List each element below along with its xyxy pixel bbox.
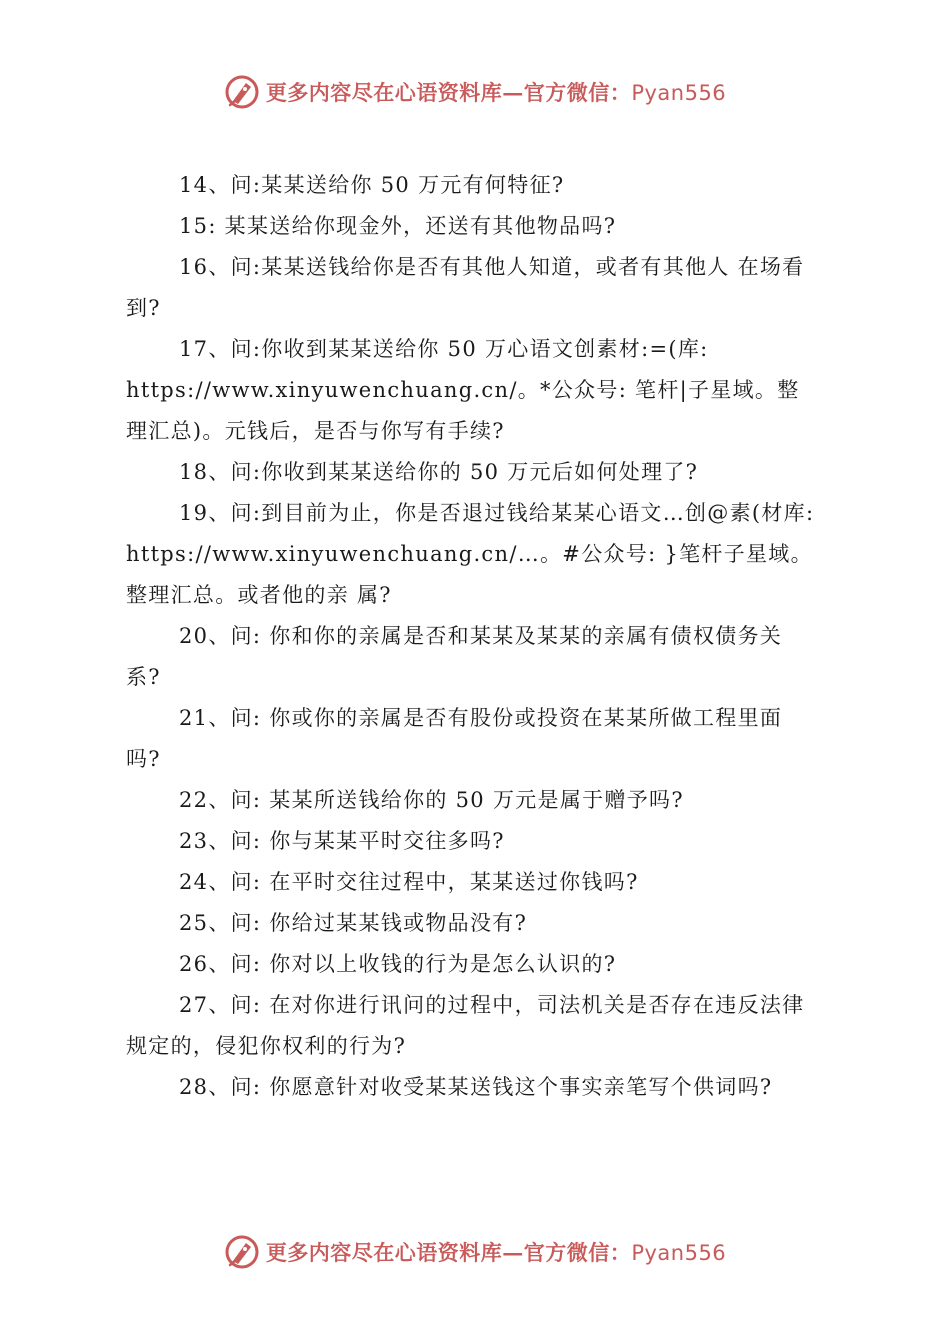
question-17: 17、问:你收到某某送给你 50 万心语文创素材:=(库: https://www.xinyuwenchuang.cn/。*公众号: 笔杆|子星域。整理汇总)。元钱后，是否与你写有手续? (126, 337, 800, 443)
question-18: 18、问:你收到某某送给你的 50 万元后如何处理了? (179, 460, 699, 484)
header-banner (0, 72, 950, 112)
question-22: 22、问: 某某所送钱给你的 50 万元是属于赠予吗? (179, 788, 684, 812)
footer-banner-text: 更多内容尽在心语资料库—官方微信：Pyan556 (265, 1240, 727, 1265)
header-account: Pyan556 (631, 81, 727, 105)
question-15: 15: 某某送给你现金外，还送有其他物品吗? (179, 214, 617, 238)
footer-banner (0, 1232, 950, 1272)
pen-nib-circle-logo-icon (224, 74, 260, 110)
question-23: 23、问: 你与某某平时交往多吗? (179, 829, 505, 853)
question-16: 16、问:某某送钱给你是否有其他人知道，或者有其他人 在场看到? (126, 255, 805, 320)
question-28: 28、问: 你愿意针对收受某某送钱这个事实亲笔写个供词吗? (179, 1075, 773, 1099)
question-19: 19、问:到目前为止，你是否退过钱给某某心语文…创@素(材库: https://www.xinyuwenchuang.cn/…。#公众号: }笔杆子星域。整理汇总。或者他的亲 属? (126, 501, 815, 607)
question-list (126, 165, 816, 1108)
question-27: 27、问: 在对你进行讯问的过程中，司法机关是否存在违反法律规定的，侵犯你权利的行为? (126, 993, 805, 1058)
question-26: 26、问: 你对以上收钱的行为是怎么认识的? (179, 952, 617, 976)
header-banner-text: 更多内容尽在心语资料库—官方微信：Pyan556 (265, 80, 727, 105)
footer-account: Pyan556 (631, 1241, 727, 1265)
question-21: 21、问: 你或你的亲属是否有股份或投资在某某所做工程里面吗? (126, 706, 783, 771)
question-14: 14、问:某某送给你 50 万元有何特征? (179, 173, 565, 197)
pen-nib-circle-logo-icon (224, 1234, 260, 1270)
question-25: 25、问: 你给过某某钱或物品没有? (179, 911, 528, 935)
question-24: 24、问: 在平时交往过程中，某某送过你钱吗? (179, 870, 639, 894)
question-20: 20、问: 你和你的亲属是否和某某及某某的亲属有债权债务关系? (126, 624, 783, 689)
